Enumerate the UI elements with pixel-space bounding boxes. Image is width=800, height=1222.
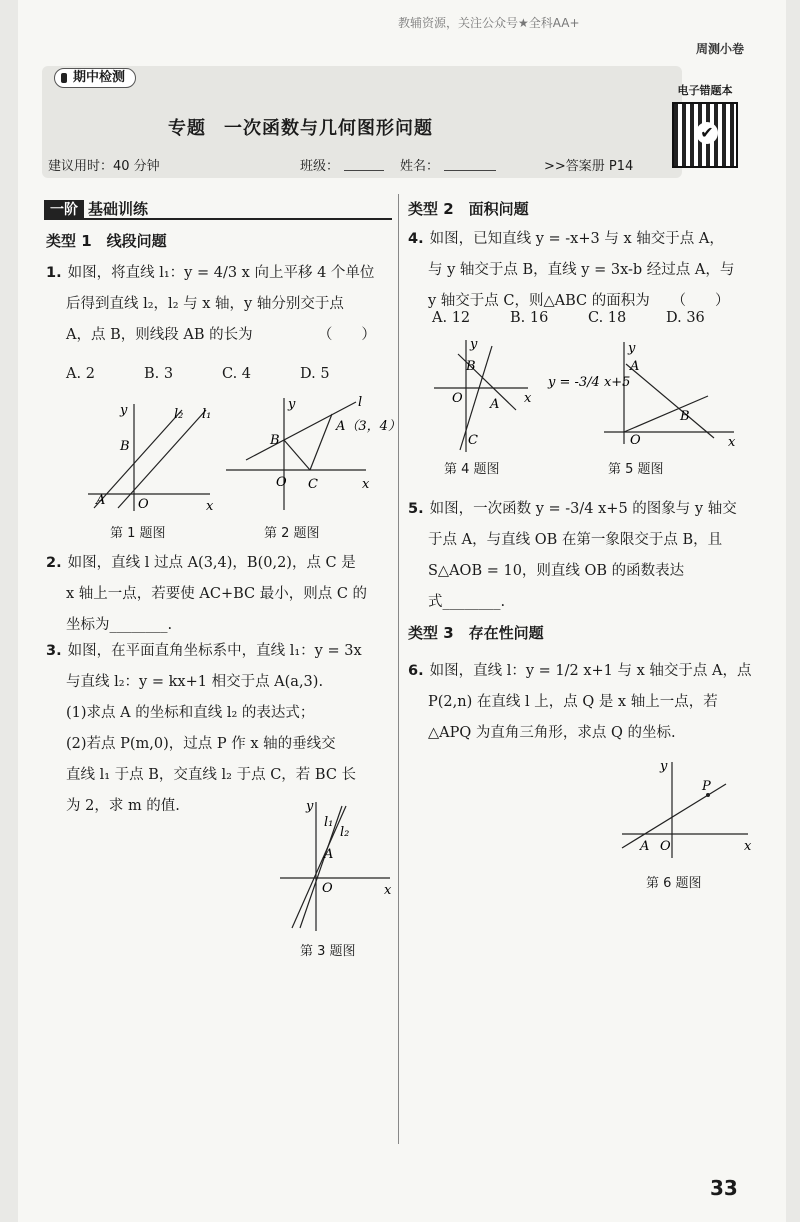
qr-block[interactable]	[670, 82, 740, 168]
q5-line: 于点 A，与直线 OB 在第一象限交于点 B，且	[428, 532, 723, 548]
svg-text:O: O	[630, 433, 641, 448]
choice[interactable]: B. 3	[144, 366, 174, 382]
svg-text:l₁: l₁	[324, 815, 334, 830]
choice[interactable]: D. 5	[300, 366, 330, 382]
section-badge: 一阶	[44, 200, 84, 220]
svg-text:x: x	[384, 883, 392, 898]
q3-line: 直线 l₁ 于点 B，交直线 l₂ 于点 C，若 BC 长	[66, 767, 357, 783]
q6-line: P(2,n) 在直线 l 上，点 Q 是 x 轴上一点，若	[428, 694, 718, 710]
svg-text:A: A	[490, 397, 500, 412]
f1-point-a: A	[96, 493, 106, 508]
f1-origin: O	[138, 497, 149, 512]
svg-text:y: y	[470, 337, 478, 352]
figure-5	[548, 338, 738, 448]
q1-line: 后得到直线 l₂，l₂ 与 x 轴，y 轴分别交于点	[66, 296, 344, 312]
f1-l1: l₁	[202, 407, 212, 422]
choice[interactable]: C. 18	[588, 310, 627, 326]
suggested-time: 建议用时：40 分钟	[48, 159, 160, 174]
q3-line: 与直线 l₂：y = kx+1 相交于点 A(a,3).	[66, 674, 324, 690]
type-1-heading: 类型 1 线段问题	[46, 232, 167, 250]
column-divider	[398, 194, 399, 1144]
figure-3	[280, 796, 400, 936]
svg-text:O: O	[660, 839, 671, 854]
q5-line: S△AOB = 10，则直线 OB 的函数表达	[428, 563, 685, 579]
question-5	[408, 494, 778, 618]
svg-text:O: O	[276, 475, 287, 490]
q1-line: A，点 B，则线段 AB 的长为 （ ）	[66, 327, 376, 343]
page	[18, 0, 786, 1222]
svg-text:x: x	[744, 839, 752, 854]
question-2	[46, 548, 396, 641]
q6-line: △APQ 为直角三角形，求点 Q 的坐标.	[428, 725, 676, 741]
q4-line: 与 y 轴交于点 B，直线 y = 3x-b 经过点 A，与	[428, 262, 735, 278]
q6-number: 6.	[408, 663, 424, 679]
question-6	[408, 656, 778, 749]
watermark: 教辅资源，关注公众号★全科AA+	[398, 16, 580, 30]
q2-line: 如图，直线 l 过点 A(3,4)，B(0,2)，点 C 是	[67, 555, 356, 571]
svg-text:l₂: l₂	[340, 825, 350, 840]
choice[interactable]: A. 2	[66, 366, 95, 382]
q4-number: 4.	[408, 231, 424, 247]
name-label: 姓名：	[400, 159, 440, 174]
f2-point-a: A（3，4）	[336, 419, 401, 434]
q1-choices	[66, 366, 386, 382]
f1-l2: l₂	[174, 407, 184, 422]
svg-text:y: y	[306, 799, 314, 814]
page-title	[168, 114, 451, 140]
svg-text:y: y	[628, 341, 636, 356]
q2-line: x 轴上一点，若要使 AC+BC 最小，则点 C 的	[66, 586, 368, 602]
svg-text:A: A	[630, 359, 640, 374]
q3-line: (1)求点 A 的坐标和直线 l₂ 的表达式；	[66, 705, 315, 721]
svg-text:C: C	[468, 433, 478, 448]
svg-text:y: y	[288, 397, 296, 412]
q2-line: 坐标为________.	[66, 617, 173, 633]
svg-text:P: P	[702, 779, 711, 794]
caption-fig-5: 第 5 题图	[608, 462, 664, 477]
q6-line: 如图，直线 l：y = 1/2 x+1 与 x 轴交于点 A，点	[429, 663, 752, 679]
svg-text:A: A	[324, 847, 334, 862]
q2-number: 2.	[46, 555, 62, 571]
q3-line: 为 2，求 m 的值.	[66, 798, 180, 814]
svg-text:A: A	[640, 839, 650, 854]
figure-6	[616, 758, 756, 868]
exam-tag: 期中检测	[54, 68, 136, 88]
type-3-heading: 类型 3 存在性问题	[408, 624, 544, 642]
choice[interactable]: D. 36	[666, 310, 705, 326]
svg-text:O: O	[322, 881, 333, 896]
f1-y-label: y	[120, 403, 128, 418]
caption-fig-1: 第 1 题图	[110, 526, 166, 541]
q3-line: (2)若点 P(m,0)，过点 P 作 x 轴的垂线交	[66, 736, 336, 752]
choice[interactable]: B. 16	[510, 310, 549, 326]
class-label: 班级：	[300, 159, 340, 174]
title-text: 一次函数与几何图形问题	[224, 118, 433, 139]
svg-text:x: x	[524, 391, 532, 406]
q5-line: 式________.	[428, 594, 506, 610]
question-4	[408, 224, 778, 317]
caption-fig-6: 第 6 题图	[646, 876, 702, 891]
figure-2	[226, 392, 401, 517]
q4-line: y 轴交于点 C，则△ABC 的面积为 （ ）	[428, 293, 730, 309]
svg-text:x: x	[362, 477, 370, 492]
svg-text:x: x	[728, 435, 736, 450]
caption-fig-2: 第 2 题图	[264, 526, 320, 541]
qr-label: 电子错题本	[677, 84, 733, 97]
question-3	[46, 636, 396, 822]
q4-line: 如图，已知直线 y = -x+3 与 x 轴交于点 A，	[429, 231, 724, 247]
svg-text:B: B	[270, 433, 280, 448]
title-prefix: 专题	[168, 118, 206, 139]
name-blank	[444, 170, 496, 171]
q1-line: 如图，将直线 l₁：y = 4/3 x 向上平移 4 个单位	[67, 265, 375, 281]
caption-fig-4: 第 4 题图	[444, 462, 500, 477]
f5-equation: y = -3/4 x+5	[548, 375, 631, 390]
caption-fig-3: 第 3 题图	[300, 944, 356, 959]
f1-point-b: B	[120, 439, 130, 454]
figure-1	[78, 396, 218, 516]
q1-number: 1.	[46, 265, 62, 281]
q3-line: 如图，在平面直角坐标系中，直线 l₁：y = 3x	[67, 643, 362, 659]
choice[interactable]: A. 12	[432, 310, 471, 326]
qr-code-icon[interactable]	[672, 102, 738, 168]
svg-text:C: C	[308, 477, 318, 492]
section-title: 基础训练	[88, 200, 149, 218]
svg-text:B: B	[466, 359, 476, 374]
svg-text:B: B	[680, 409, 690, 424]
question-1	[46, 258, 396, 351]
corner-label: 周测小卷	[695, 42, 744, 56]
svg-text:O: O	[452, 391, 463, 406]
svg-text:l: l	[358, 395, 363, 410]
q4-choices	[432, 310, 762, 326]
answer-ref: >>答案册 P14	[544, 159, 634, 174]
type-2-heading: 类型 2 面积问题	[408, 200, 529, 218]
svg-text:y: y	[660, 759, 668, 774]
section-heading	[44, 198, 392, 220]
q3-number: 3.	[46, 643, 62, 659]
q5-number: 5.	[408, 501, 424, 517]
q5-line: 如图，一次函数 y = -3/4 x+5 的图象与 y 轴交	[429, 501, 737, 517]
figure-4	[430, 336, 530, 456]
choice[interactable]: C. 4	[222, 366, 252, 382]
class-blank	[344, 170, 384, 171]
f1-x-label: x	[206, 499, 214, 514]
page-number: 33	[710, 1176, 738, 1200]
